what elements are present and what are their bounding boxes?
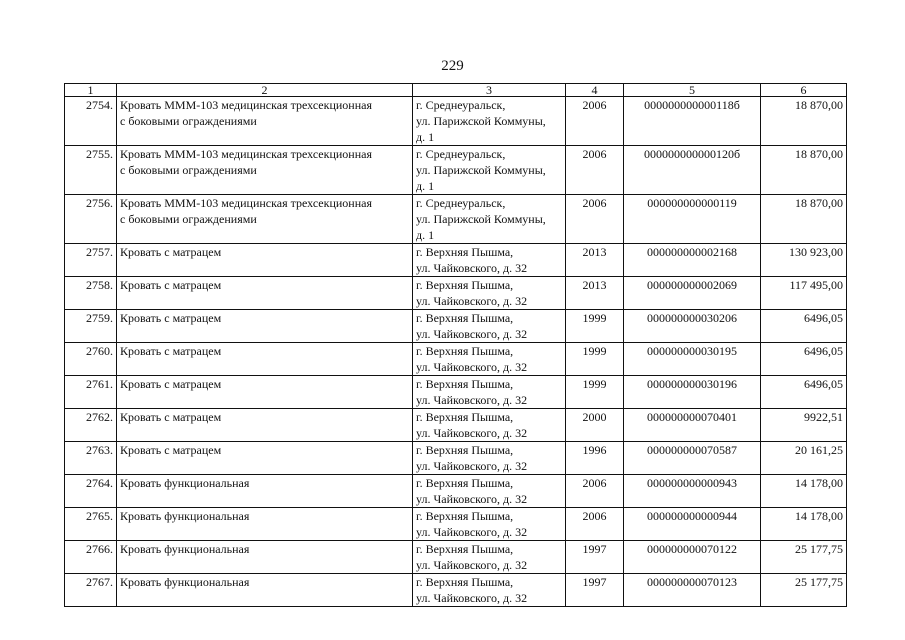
name-line: Кровать МММ-103 медицинская трехсекционная: [120, 147, 372, 161]
item-year: 2006: [566, 475, 624, 508]
item-year: 2006: [566, 97, 624, 146]
column-header: 4: [566, 84, 624, 97]
name-line: Кровать с матрацем: [120, 311, 222, 325]
table-header-row: [65, 84, 847, 97]
item-address: [413, 376, 566, 409]
item-cost: 6496,05: [761, 310, 847, 343]
column-header: 5: [624, 84, 761, 97]
property-table: [64, 83, 847, 607]
item-cost: 9922,51: [761, 409, 847, 442]
table-row: [65, 574, 847, 607]
name-line: Кровать функциональная: [120, 575, 250, 589]
inventory-number: 000000000000944: [624, 508, 761, 541]
row-number: 2762.: [65, 409, 117, 442]
addr-line: г. Среднеуральск,: [416, 98, 506, 112]
name-line: с боковыми ограждениями: [120, 114, 257, 128]
addr-line: ул. Парижской Коммуны,: [416, 212, 546, 226]
table-row: [65, 442, 847, 475]
item-address: [413, 508, 566, 541]
item-cost: 130 923,00: [761, 244, 847, 277]
item-name: [117, 376, 413, 409]
row-number: 2767.: [65, 574, 117, 607]
item-name: [117, 277, 413, 310]
item-name: [117, 409, 413, 442]
name-line: Кровать функциональная: [120, 509, 250, 523]
row-number: 2756.: [65, 195, 117, 244]
column-header: 6: [761, 84, 847, 97]
item-name: [117, 195, 413, 244]
item-name: [117, 508, 413, 541]
row-number: 2763.: [65, 442, 117, 475]
row-number: 2758.: [65, 277, 117, 310]
row-number: 2759.: [65, 310, 117, 343]
item-year: 2000: [566, 409, 624, 442]
item-cost: 14 178,00: [761, 508, 847, 541]
table-row: [65, 376, 847, 409]
item-year: 2006: [566, 146, 624, 195]
inventory-number: 000000000000120б: [624, 146, 761, 195]
addr-line: ул. Чайковского, д. 32: [416, 393, 528, 407]
item-year: 2006: [566, 508, 624, 541]
item-address: [413, 310, 566, 343]
item-address: [413, 277, 566, 310]
name-line: Кровать с матрацем: [120, 377, 222, 391]
item-cost: 6496,05: [761, 343, 847, 376]
item-address: [413, 409, 566, 442]
addr-line: ул. Чайковского, д. 32: [416, 261, 528, 275]
inventory-number: 000000000000118б: [624, 97, 761, 146]
item-address: [413, 442, 566, 475]
table-row: [65, 508, 847, 541]
item-cost: 14 178,00: [761, 475, 847, 508]
item-name: [117, 97, 413, 146]
column-header: 3: [413, 84, 566, 97]
addr-line: г. Верхняя Пышма,: [416, 410, 514, 424]
name-line: Кровать с матрацем: [120, 278, 222, 292]
row-number: 2765.: [65, 508, 117, 541]
item-cost: 25 177,75: [761, 541, 847, 574]
item-year: 2013: [566, 244, 624, 277]
item-address: [413, 343, 566, 376]
item-year: 1999: [566, 376, 624, 409]
name-line: Кровать функциональная: [120, 476, 250, 490]
row-number: 2761.: [65, 376, 117, 409]
inventory-number: 000000000070123: [624, 574, 761, 607]
column-header: 1: [65, 84, 117, 97]
item-name: [117, 442, 413, 475]
addr-line: г. Верхняя Пышма,: [416, 278, 514, 292]
inventory-number: 000000000002168: [624, 244, 761, 277]
item-address: [413, 475, 566, 508]
addr-line: ул. Чайковского, д. 32: [416, 426, 528, 440]
row-number: 2764.: [65, 475, 117, 508]
inventory-number: 000000000030196: [624, 376, 761, 409]
inventory-number: 000000000070401: [624, 409, 761, 442]
table-row: [65, 244, 847, 277]
addr-line: г. Верхняя Пышма,: [416, 377, 514, 391]
item-year: 1997: [566, 574, 624, 607]
name-line: Кровать МММ-103 медицинская трехсекционная: [120, 98, 372, 112]
table-row: [65, 343, 847, 376]
addr-line: ул. Чайковского, д. 32: [416, 525, 528, 539]
addr-line: г. Верхняя Пышма,: [416, 575, 514, 589]
inventory-number: 000000000070122: [624, 541, 761, 574]
item-name: [117, 343, 413, 376]
name-line: Кровать функциональная: [120, 542, 250, 556]
item-address: [413, 97, 566, 146]
addr-line: г. Среднеуральск,: [416, 196, 506, 210]
item-cost: 18 870,00: [761, 97, 847, 146]
addr-line: д. 1: [416, 130, 435, 144]
item-name: [117, 574, 413, 607]
inventory-number: 000000000000119: [624, 195, 761, 244]
item-name: [117, 310, 413, 343]
addr-line: ул. Парижской Коммуны,: [416, 114, 546, 128]
item-year: 1996: [566, 442, 624, 475]
item-year: 1999: [566, 343, 624, 376]
name-line: с боковыми ограждениями: [120, 163, 257, 177]
item-name: [117, 244, 413, 277]
addr-line: г. Верхняя Пышма,: [416, 245, 514, 259]
table-row: [65, 541, 847, 574]
row-number: 2760.: [65, 343, 117, 376]
item-name: [117, 475, 413, 508]
item-year: 2006: [566, 195, 624, 244]
table-row: [65, 277, 847, 310]
item-year: 2013: [566, 277, 624, 310]
item-address: [413, 574, 566, 607]
table-row: [65, 475, 847, 508]
table-body: [65, 97, 847, 607]
column-header: 2: [117, 84, 413, 97]
item-address: [413, 244, 566, 277]
addr-line: ул. Чайковского, д. 32: [416, 558, 528, 572]
table-row: [65, 409, 847, 442]
addr-line: г. Верхняя Пышма,: [416, 476, 514, 490]
name-line: Кровать с матрацем: [120, 245, 222, 259]
item-cost: 25 177,75: [761, 574, 847, 607]
item-cost: 117 495,00: [761, 277, 847, 310]
page-number: 229: [441, 58, 464, 74]
item-name: [117, 146, 413, 195]
addr-line: ул. Чайковского, д. 32: [416, 294, 528, 308]
row-number: 2755.: [65, 146, 117, 195]
item-cost: 20 161,25: [761, 442, 847, 475]
name-line: Кровать МММ-103 медицинская трехсекционная: [120, 196, 372, 210]
inventory-number: 000000000030195: [624, 343, 761, 376]
item-address: [413, 195, 566, 244]
table-row: [65, 97, 847, 146]
row-number: 2754.: [65, 97, 117, 146]
item-name: [117, 541, 413, 574]
addr-line: ул. Парижской Коммуны,: [416, 163, 546, 177]
addr-line: д. 1: [416, 179, 435, 193]
name-line: с боковыми ограждениями: [120, 212, 257, 226]
item-cost: 6496,05: [761, 376, 847, 409]
item-cost: 18 870,00: [761, 146, 847, 195]
name-line: Кровать с матрацем: [120, 443, 222, 457]
inventory-number: 000000000070587: [624, 442, 761, 475]
addr-line: д. 1: [416, 228, 435, 242]
inventory-number: 000000000000943: [624, 475, 761, 508]
addr-line: г. Среднеуральск,: [416, 147, 506, 161]
addr-line: ул. Чайковского, д. 32: [416, 492, 528, 506]
table-row: [65, 146, 847, 195]
row-number: 2757.: [65, 244, 117, 277]
item-cost: 18 870,00: [761, 195, 847, 244]
addr-line: ул. Чайковского, д. 32: [416, 591, 528, 605]
name-line: Кровать с матрацем: [120, 344, 222, 358]
addr-line: г. Верхняя Пышма,: [416, 344, 514, 358]
item-year: 1997: [566, 541, 624, 574]
addr-line: г. Верхняя Пышма,: [416, 509, 514, 523]
item-address: [413, 146, 566, 195]
addr-line: ул. Чайковского, д. 32: [416, 360, 528, 374]
item-address: [413, 541, 566, 574]
addr-line: г. Верхняя Пышма,: [416, 542, 514, 556]
addr-line: г. Верхняя Пышма,: [416, 443, 514, 457]
item-year: 1999: [566, 310, 624, 343]
addr-line: ул. Чайковского, д. 32: [416, 459, 528, 473]
addr-line: ул. Чайковского, д. 32: [416, 327, 528, 341]
inventory-number: 000000000030206: [624, 310, 761, 343]
table-row: [65, 310, 847, 343]
inventory-number: 000000000002069: [624, 277, 761, 310]
addr-line: г. Верхняя Пышма,: [416, 311, 514, 325]
row-number: 2766.: [65, 541, 117, 574]
table-row: [65, 195, 847, 244]
name-line: Кровать с матрацем: [120, 410, 222, 424]
